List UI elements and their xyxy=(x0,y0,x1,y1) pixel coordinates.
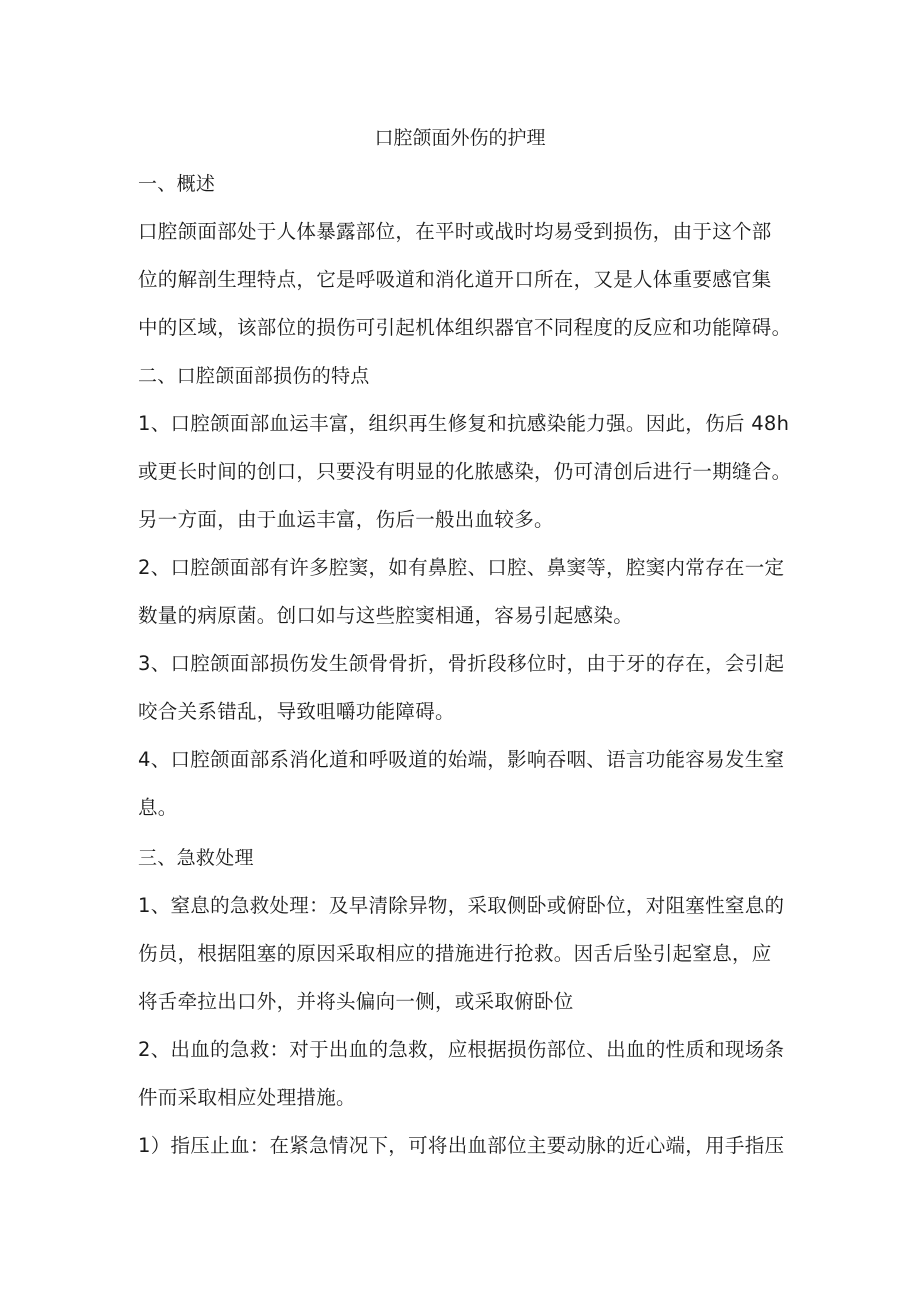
paragraph-line: 中的区域，该部位的损伤可引起机体组织器官不同程度的反应和功能障碍。 xyxy=(138,316,792,339)
paragraph-line: 将舌牵拉出口外，并将头偏向一侧，或采取俯卧位 xyxy=(138,990,574,1013)
paragraph-line: 数量的病原菌。创口如与这些腔窦相通，容易引起感染。 xyxy=(138,604,634,627)
paragraph-line: 2、出血的急救：对于出血的急救，应根据损伤部位、出血的性质和现场条 xyxy=(138,1038,785,1061)
paragraph-line: 1、窒息的急救处理：及早清除异物，采取侧卧或俯卧位，对阻塞性窒息的 xyxy=(138,894,785,917)
paragraph-line: 件而采取相应处理措施。 xyxy=(138,1086,356,1109)
paragraph-line: 1、口腔颌面部血运丰富，组织再生修复和抗感染能力强。因此，伤后 48h xyxy=(138,412,790,435)
section-heading-overview: 一、概述 xyxy=(138,173,216,195)
paragraph-line: 4、口腔颌面部系消化道和呼吸道的始端，影响吞咽、语言功能容易发生窒 xyxy=(138,748,785,771)
paragraph-line: 1）指压止血：在紧急情况下，可将出血部位主要动脉的近心端，用手指压 xyxy=(138,1134,785,1157)
paragraph-line: 另一方面，由于血运丰富，伤后一般出血较多。 xyxy=(138,508,554,531)
section-heading-first-aid: 三、急救处理 xyxy=(138,847,254,869)
paragraph-line: 伤员，根据阻塞的原因采取相应的措施进行抢救。因舌后坠引起窒息，应 xyxy=(138,942,772,965)
paragraph-line: 3、口腔颌面部损伤发生颌骨骨折，骨折段移位时，由于牙的存在，会引起 xyxy=(138,652,785,675)
document-title: 口腔颌面外伤的护理 xyxy=(374,127,546,149)
paragraph-line: 息。 xyxy=(138,796,178,819)
paragraph-line: 2、口腔颌面部有许多腔窦，如有鼻腔、口腔、鼻窦等，腔窦内常存在一定 xyxy=(138,556,785,579)
paragraph-line: 口腔颌面部处于人体暴露部位，在平时或战时均易受到损伤，由于这个部 xyxy=(138,220,772,243)
paragraph-line: 位的解剖生理特点，它是呼吸道和消化道开口所在，又是人体重要感官集 xyxy=(138,268,772,291)
section-heading-characteristics: 二、口腔颌面部损伤的特点 xyxy=(138,365,370,387)
paragraph-line: 或更长时间的创口，只要没有明显的化脓感染，仍可清创后进行一期缝合。 xyxy=(138,460,792,483)
paragraph-line: 咬合关系错乱，导致咀嚼功能障碍。 xyxy=(138,700,455,723)
